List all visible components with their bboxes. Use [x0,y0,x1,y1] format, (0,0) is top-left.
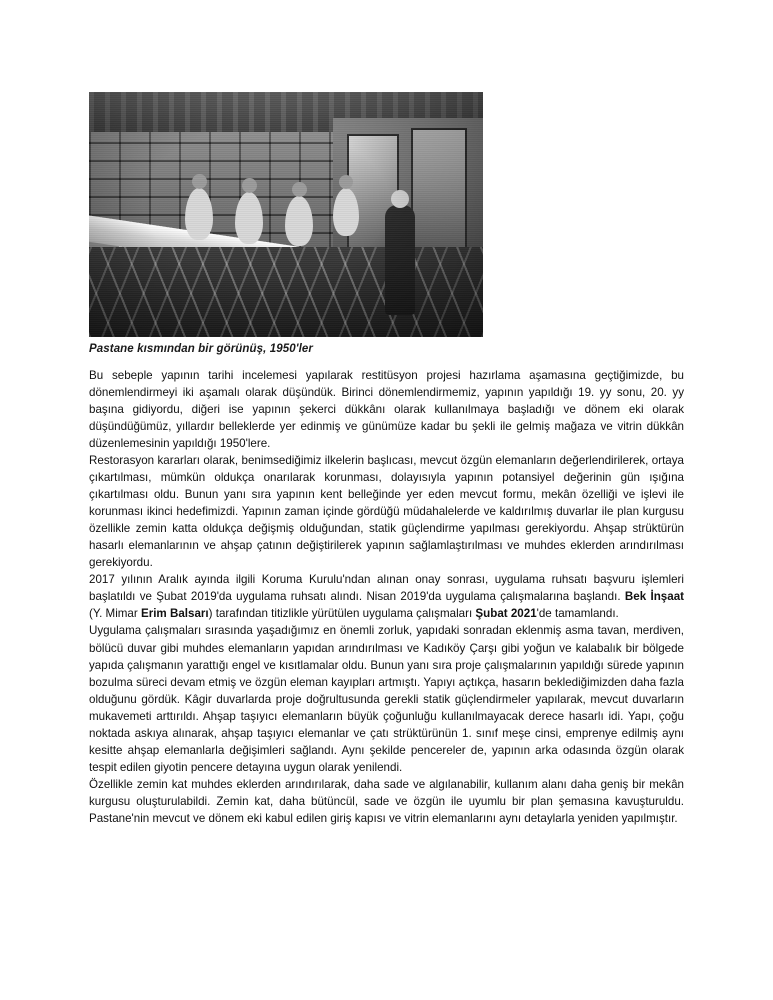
text-run: ) tarafından titizlikle yürütülen uygulama çalışmaları [208,607,476,621]
text-run: Uygulama çalışmaları sırasında yaşadığımız en önemli zorluk, yapıdaki sonradan eklenmiş asma tavan, merdiven, bölücü duvar gibi muhdes elemanların yapıdan arındırılması ve Kadıköy Çarşı gibi yoğun ve kalabalık bir bölgede yapıda çalışmanın yarattığı engel ve kısıtlamalar oldu. Bunun yanı sıra proje çalışmalarının yapıldığı sürede yapının bozulma süreci devam etmiş ve özgün eleman kayıpları artmıştı. Yapıyı açtıkça, hasarın beklediğimizden daha fazla olduğunu gördük. Kâgir duvarlarda proje doğrultusunda gerekli statik güçlendirmeler yapılarak, mevcut duvarların mukavemeti arttırıldı. Ahşap taşıyıcı elemanların büyük çoğunluğu kullanılmayacak derece hasarlı idi. Yapı, çoğu noktada askıya alınarak, ahşap taşıyıcı elemanlar ve çatı strüktürünün 1. sınıf meşe cinsi, emprenye edilmiş aynı kesitte ahşap elemanlarla değişimleri sağlandı. Aynı şekilde pencereler de, yapının arka odasında özgün olarak tespit edilen giyotin pencere detayına uygun olarak yenilendi. [89,624,684,774]
page-content [89,92,684,827]
photo-staff-1-head [192,174,207,189]
historic-pastry-shop-photo [89,92,483,337]
body-paragraph [89,367,684,452]
body-paragraph [89,571,684,622]
body-paragraph [89,776,684,827]
photo-customer-in-coat [385,205,415,315]
text-run: (Y. Mimar [89,607,141,621]
figure-caption: Pastane kısmından bir görünüş, 1950'ler [89,343,313,355]
body-text [89,367,684,827]
text-run: Özellikle zemin kat muhdes eklerden arındırılarak, daha sade ve algılanabilir, kullanım alanı daha geniş bir mekân kurgusu oluşturulabildi. Zemin kat, daha bütüncül, sade ve özgün ile uyumlu bir plan şemasına kavuşturuldu. Pastane'nin mevcut ve dönem eki kabul edilen giriş kapısı ve vitrin elemanlarını aynı detaylarla yeniden yapılmıştır. [89,777,684,825]
photo-staff-3-head [292,182,307,197]
photo-staff-2-head [242,178,257,193]
photo-staff-4-head [339,175,353,189]
text-run: 2017 yılının Aralık ayında ilgili Koruma Kurulu'ndan alınan onay sonrası, uygulama ruhsatı başvuru işlemleri başlatıldı ve Şubat 2019'da uygulama ruhsatı alındı. Nisan 2019'da uygulama çalışmalarına başlandı. [89,573,684,604]
emphasized-text: Bek İnşaat [624,590,685,604]
photo-customer-head [391,190,409,208]
body-paragraph [89,452,684,571]
text-run: Restorasyon kararları olarak, benimsediğimiz ilkelerin başlıcası, mevcut özgün elemanların değerlendirilerek, ortaya çıkartılması, mümkün oldukça onarılarak korunması, dolayısıyla yapının potansiyel değerinin gün ışığına çıkartılması oldu. Bunun yanı sıra yapının kent belleğinde yer eden mevcut formu, mekân özelliği ve işlevi ile korunması ikinci hedefimizdi. Yapının zaman içinde gördüğü müdahalelerde ve kaldırılmış duvarlar ile plan kurgusu özellikle zemin katta oldukça değişmiş olduğundan, statik güçlendirme yapılması gerekiyordu. Ahşap strüktürün hasarlı elemanlarının ve ahşap çatının değiştirilerek yapının sağlamlaştırılması ve muhdes eklerden arındırılması gerekiyordu. [89,454,684,570]
emphasized-text: Şubat 2021 [475,607,537,621]
photo-tiled-floor [89,247,483,337]
text-run: Bu sebeple yapının tarihi incelemesi yapılarak restitüsyon projesi hazırlama aşamasına geçtiğimizde, bu dönemlendirmeyi iki aşamalı olarak düşündük. Birinci dönemlendirmemiz, yapının yapıldığı 19. yy sonu, 20. yy başına gidiyordu, diğeri ise yapının şekerci dükkânı olarak kullanılmaya başladığı ve dönem eki olarak düşündüğümüz, yıllardır belleklerde yer edinmiş ve günümüze kadar bu şekli ile gelmiş mağaza ve vitrin dükkân düzenlemesinin yapıldığı 1950'lere. [89,369,684,451]
emphasized-text: Erim Balsarı [140,607,209,621]
text-run: 'de tamamlandı. [536,607,619,621]
figure-historic-photo [89,92,483,355]
body-paragraph [89,622,684,775]
